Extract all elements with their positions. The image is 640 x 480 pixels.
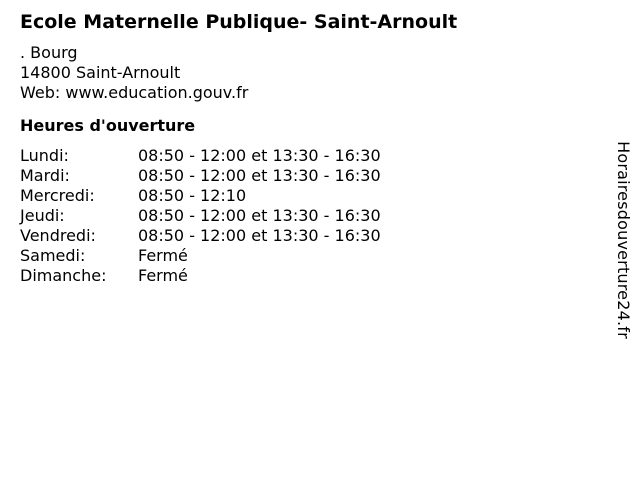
opening-hours-heading: Heures d'ouverture <box>20 116 196 135</box>
day-label: Jeudi: <box>20 206 65 225</box>
hours-row-friday <box>20 226 600 246</box>
day-hours: 08:50 - 12:10 <box>138 186 247 205</box>
day-label: Mercredi: <box>20 186 95 205</box>
hours-row-thursday <box>20 206 600 226</box>
address-block <box>20 43 600 103</box>
day-label: Vendredi: <box>20 226 96 245</box>
address-line-1: . Bourg <box>20 43 78 62</box>
day-label: Mardi: <box>20 166 70 185</box>
hours-row-wednesday <box>20 186 600 206</box>
hours-row-saturday <box>20 246 600 266</box>
hours-row-sunday <box>20 266 600 286</box>
site-watermark: Horairesdouverture24.fr <box>614 141 633 339</box>
website-line: Web: www.education.gouv.fr <box>20 83 249 102</box>
day-label: Samedi: <box>20 246 86 265</box>
school-name: Ecole Maternelle Publique- Saint-Arnoult <box>20 11 458 33</box>
day-hours: 08:50 - 12:00 et 13:30 - 16:30 <box>138 206 381 225</box>
school-card <box>20 9 600 286</box>
day-hours: 08:50 - 12:00 et 13:30 - 16:30 <box>138 166 381 185</box>
day-hours: 08:50 - 12:00 et 13:30 - 16:30 <box>138 146 381 165</box>
day-hours: 08:50 - 12:00 et 13:30 - 16:30 <box>138 226 381 245</box>
opening-hours-list <box>20 146 600 286</box>
day-label: Lundi: <box>20 146 69 165</box>
hours-row-tuesday <box>20 166 600 186</box>
day-hours: Fermé <box>138 246 188 265</box>
day-hours: Fermé <box>138 266 188 285</box>
hours-row-monday <box>20 146 600 166</box>
day-label: Dimanche: <box>20 266 107 285</box>
address-line-2: 14800 Saint-Arnoult <box>20 63 181 82</box>
